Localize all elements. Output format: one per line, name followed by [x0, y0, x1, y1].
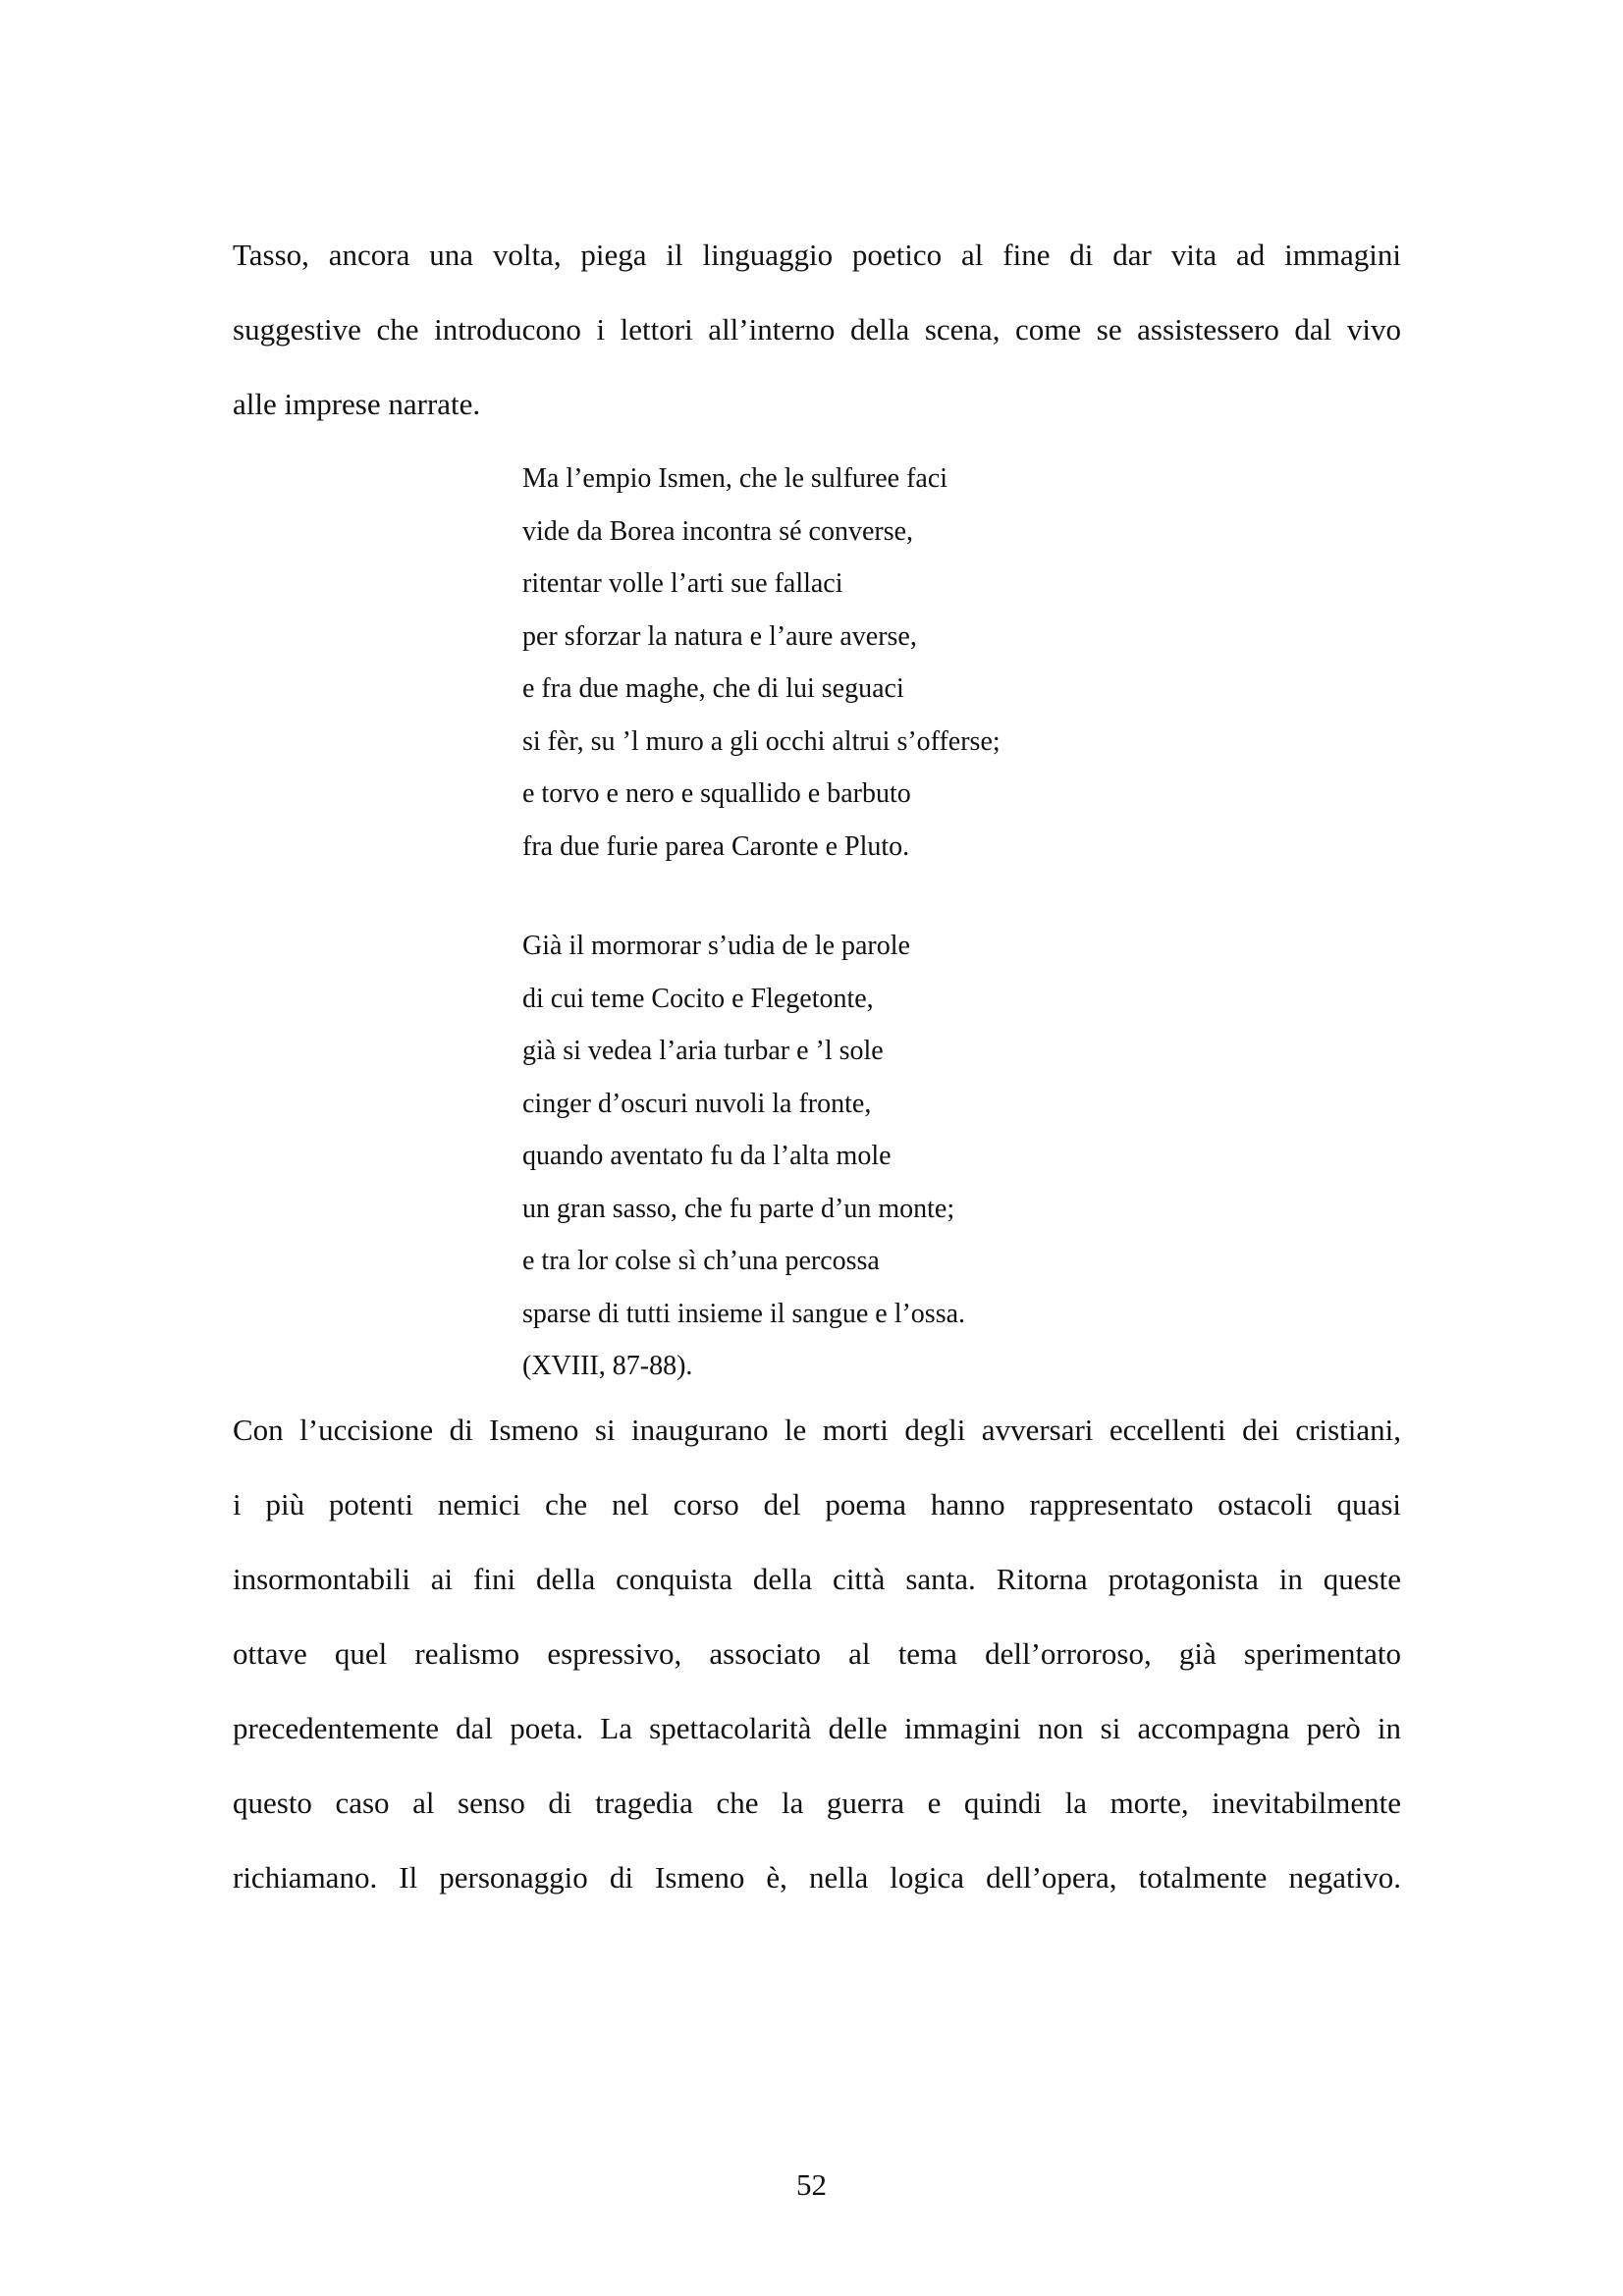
page-number: 52 — [796, 2167, 827, 2202]
quote-stanza-2 — [522, 920, 1210, 1393]
verse-line: Ma l’empio Ismen, che le sulfuree faci — [522, 463, 948, 494]
commentary-line: ottave quel realismo espressivo, associato al tema dell’orroroso, già sperimentato — [233, 1636, 1401, 1671]
quote-stanza-1 — [522, 453, 1210, 873]
verse-line: sparse di tutti insieme il sangue e l’ossa. — [522, 1298, 966, 1329]
verse-line: quando aventato fu da l’alta mole — [522, 1141, 892, 1171]
intro-line: Tasso, ancora una volta, piega il linguaggio poetico al fine di dar vita ad immagini — [233, 238, 1401, 272]
verse-line: di cui teme Cocito e Flegetonte, — [522, 983, 874, 1014]
commentary-line: precedentemente dal poeta. La spettacolarità delle immagini non si accompagna però in — [233, 1711, 1401, 1745]
verse-line: cinger d’oscuri nuvoli la fronte, — [522, 1088, 872, 1119]
intro-line: suggestive che introducono i lettori all’interno della scena, come se assistessero dal vivo — [233, 312, 1401, 347]
quote-citation: (XVIII, 87-88). — [522, 1351, 693, 1381]
verse-line: per sforzar la natura e l’aure averse, — [522, 620, 917, 652]
intro-paragraph — [233, 218, 1401, 442]
verse-line: un gran sasso, che fu parte d’un monte; — [522, 1193, 955, 1224]
verse-line: si fèr, su ’l muro a gli occhi altrui s’offerse; — [522, 725, 1001, 757]
intro-line: alle imprese narrate. — [233, 387, 481, 421]
commentary-line: richiamano. Il personaggio di Ismeno è, nella logica dell’opera, totalmente negativo. — [233, 1860, 1401, 1895]
commentary-line: i più potenti nemici che nel corso del poema hanno rappresentato ostacoli quasi — [233, 1487, 1401, 1522]
verse-line: già si vedea l’aria turbar e ’l sole — [522, 1036, 884, 1066]
verse-line: vide da Borea incontra sé converse, — [522, 515, 914, 547]
verse-line: e fra due maghe, che di lui seguaci — [522, 673, 904, 704]
commentary-line: Con l’uccisione di Ismeno si inaugurano le morti degli avversari eccellenti dei cristiani, — [233, 1413, 1401, 1447]
commentary-paragraph — [233, 1393, 1401, 1915]
verse-line: e tra lor colse sì ch’una percossa — [522, 1246, 880, 1276]
verse-line: e torvo e nero e squallido e barbuto — [522, 778, 911, 809]
verse-line: ritentar volle l’arti sue fallaci — [522, 568, 843, 599]
commentary-line: questo caso al senso di tragedia che la guerra e quindi la morte, inevitabilmente — [233, 1786, 1401, 1820]
verse-line: fra due furie parea Caronte e Pluto. — [522, 830, 910, 862]
verse-line: Già il mormorar s’udia de le parole — [522, 931, 910, 961]
commentary-line: insormontabili ai fini della conquista della città santa. Ritorna protagonista in queste — [233, 1562, 1401, 1596]
